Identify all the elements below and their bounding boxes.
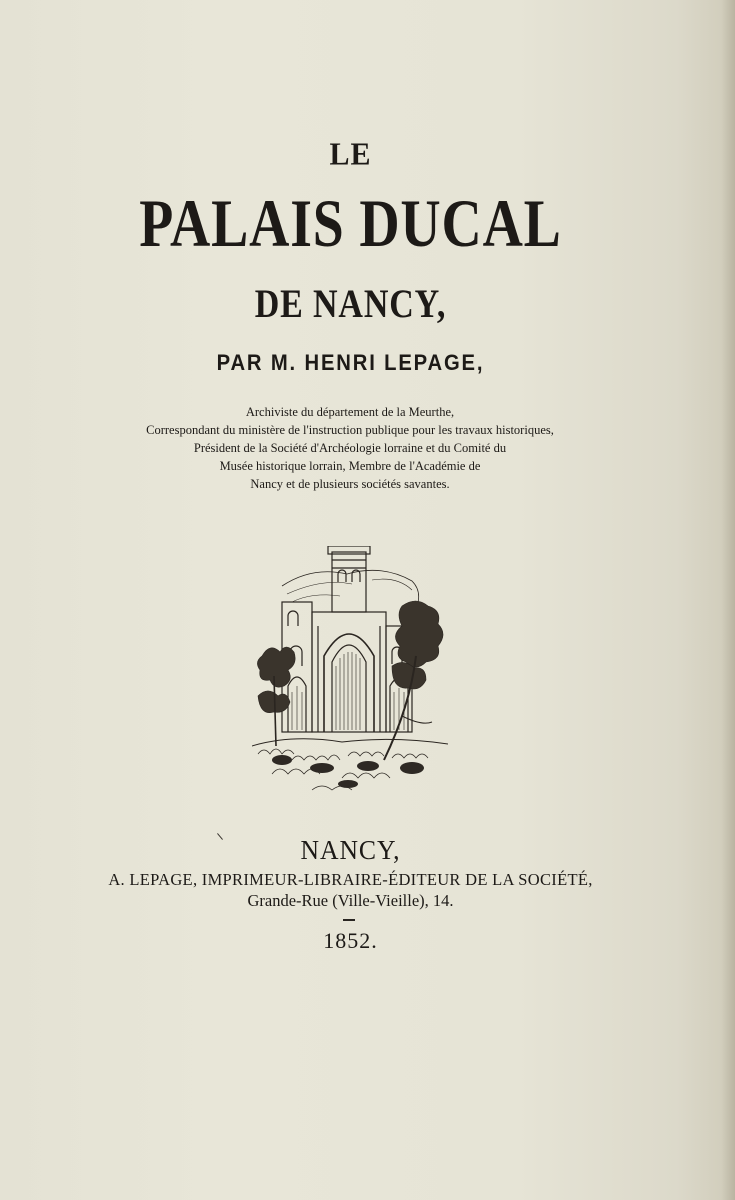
author-credentials — [0, 403, 700, 493]
book-title: PALAIS DUCAL — [139, 185, 562, 261]
credential-line: Musée historique lorrain, Membre de l'Académie de — [219, 459, 481, 473]
title-article: LE — [329, 137, 372, 172]
page-edge-shadow — [721, 0, 735, 1200]
gothic-ruin-engraving-icon — [252, 546, 448, 796]
imprint-publisher: A. LEPAGE, IMPRIMEUR-LIBRAIRE-ÉDITEUR DE LA SOCIÉTÉ, — [108, 870, 593, 889]
imprint-city: NANCY, — [300, 835, 401, 865]
author-line: PAR M. HENRI LEPAGE, — [216, 350, 485, 375]
credential-line: Président de la Société d'Archéologie lorraine et du Comité du — [193, 441, 507, 455]
imprint-address: Grande-Rue (Ville-Vieille), 14. — [247, 891, 454, 910]
divider-rule — [343, 919, 355, 921]
book-subtitle: DE NANCY, — [254, 281, 447, 326]
credential-line: Archiviste du département de la Meurthe, — [245, 405, 455, 419]
publication-year: 1852. — [323, 928, 378, 953]
credential-line: Correspondant du ministère de l'instruction publique pour les travaux historiques, — [146, 423, 554, 437]
credential-line: Nancy et de plusieurs sociétés savantes. — [250, 477, 450, 491]
